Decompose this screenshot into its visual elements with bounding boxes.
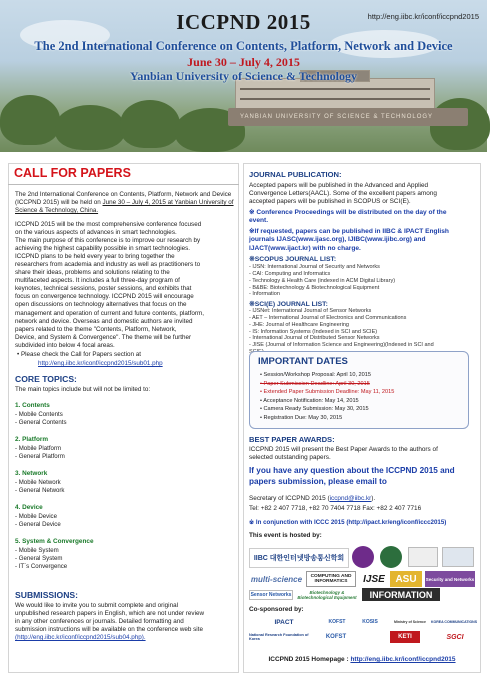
conjunction-note[interactable]: ※ In conjunction with ICCC 2015 (http://ipact.kr/eng/iconf/iccc2015)	[249, 519, 447, 526]
topic-heading: 4. Device	[15, 504, 43, 511]
description-line: achieving the highest capability possible in smart technologies.	[15, 245, 191, 253]
intro-text: The 2nd International Conference on Contents, Platform, Network and Device (ICCPND 2015) will be held on	[15, 191, 232, 207]
building-windows	[240, 98, 430, 100]
description-line: papers related to the theme "Contents, Platform, Network,	[15, 325, 177, 333]
kofst-logo-2-text: KOFST	[325, 634, 347, 640]
header-banner	[0, 0, 487, 152]
important-dates-heading: IMPORTANT DATES	[258, 356, 348, 367]
core-topics-heading: CORE TOPICS:	[15, 374, 77, 384]
tree-shape	[120, 100, 180, 148]
banner-url[interactable]: http://eng.iibc.kr/iconf/iccpnd2015	[367, 12, 479, 21]
submissions-line: We would like to invite you to submit complete and original	[15, 602, 178, 609]
important-date-item: • Paper Submission Deadline: April 30, 2015	[260, 380, 370, 387]
kofst-logo-2	[316, 631, 356, 643]
university-seal-logo	[352, 546, 374, 568]
information-journal-logo-text: INFORMATION	[369, 589, 433, 600]
sci-journal-item: - JHE: Journal of Healthcare Engineering	[249, 321, 349, 328]
topic-item: - Mobile Device	[15, 512, 57, 520]
kofst-logo-text: KOFST	[328, 619, 346, 625]
keti-logo-text: KETI	[398, 634, 412, 640]
sponsors-heading: Co-sponsored by:	[249, 606, 304, 613]
description-line: share their ideas, problems and solutions relating to the	[15, 269, 170, 277]
topic-item: - IT`s Convergence	[15, 562, 68, 570]
submissions-line: submission instructions will be available on the conference web site	[15, 626, 203, 634]
asu-logo	[390, 571, 422, 587]
description-line: open discussions on technology alternatives that focus on the	[15, 301, 187, 309]
description-paragraph	[15, 221, 237, 350]
ijse-logo	[360, 571, 388, 587]
submissions-link[interactable]: (http://eng.iibc.kr/iconf/iccpnd2015/sub04.php).	[15, 634, 146, 641]
footer	[243, 656, 481, 663]
scopus-journal-item: - Information	[249, 291, 280, 298]
scopus-heading: ※SCOPUS JOURNAL LIST:	[249, 256, 337, 263]
ipact-logo-text: IPACT	[274, 618, 294, 626]
topic-item: - General Device	[15, 520, 61, 528]
ipact-logo	[249, 617, 319, 627]
journal-cover-logo-2	[442, 547, 474, 567]
tree-shape	[55, 105, 125, 150]
sgci-logo	[440, 631, 470, 643]
journal-line: accepted papers will be published in SCOPUS or SCI(E).	[249, 198, 411, 206]
topic-heading: 1. Contents	[15, 402, 50, 409]
topic-item: - General Network	[15, 486, 65, 494]
english-journals-line: journals IJASC(www.ijasc.org), IJIBC(www.ijibc.org) and	[249, 236, 426, 244]
description-line: Device, and System & Convergence". The theme will be further	[15, 333, 192, 341]
english-journals-note	[249, 228, 477, 253]
topic-item: - Mobile Platform	[15, 444, 62, 452]
intro-date-venue: June 30 – July 4, 2015 at Yanbian University of Science & Technology, China.	[15, 199, 234, 215]
description-line: multifaceted aspects. It includes a full three-day program of	[15, 277, 180, 285]
secretary-line	[249, 495, 375, 503]
sci-journal-list	[249, 308, 475, 356]
secretary-close: ).	[371, 495, 376, 502]
important-dates-box	[249, 351, 469, 429]
cai-journal-logo-text: COMPUTING AND INFORMATICS	[310, 574, 352, 584]
bbe-journal-logo-text: Biotechnology & Biotechnological Equipment	[297, 590, 357, 600]
description-line: management and operation of current and future contents, platform,	[15, 309, 205, 317]
description-line: focus on convergence technology. ICCPND 2015 will encourage	[15, 293, 194, 301]
topic-item: - Mobile Network	[15, 478, 61, 486]
sensor-networks-logo	[249, 590, 293, 600]
multi-science-logo-text: multi-science	[250, 574, 303, 584]
information-journal-logo	[362, 588, 440, 601]
nrf-logo	[249, 631, 311, 643]
topic-item: - General Platform	[15, 452, 65, 460]
proceedings-line: ※ Conference Proceedings will be distributed on the day of the	[249, 209, 447, 216]
important-date-item: • Session/Workshop Proposal: April 10, 2015	[260, 372, 371, 378]
contact-phones: Tel: +82 2 407 7718, +82 70 7404 7718 Fax: +82 2 407 7716	[249, 505, 422, 512]
secretary-email-link[interactable]: iccpnd@iibc.kr	[329, 495, 372, 502]
check-note: • Please check the Call for Papers section at	[17, 351, 142, 358]
english-journals-line: ※If requested, papers can be published in IIBC & IPACT English	[249, 228, 449, 235]
submissions-line: in any other conferences or journals. Detailed formatting and	[15, 618, 184, 626]
important-date-item: • Camera Ready Submission: May 30, 2015	[260, 406, 369, 413]
sci-journal-item: - IS: Information Systems (Indexed in SCI and SCIE)	[249, 328, 378, 335]
sci-journal-item: - IJSNet: International Journal of Sensor Networks	[249, 308, 372, 314]
kosis-logo-text: KOSIS	[362, 619, 378, 625]
iibc-logo	[249, 548, 349, 568]
description-line: researchers from academia and industry as well as practitioners to	[15, 261, 201, 269]
footer-label: ICCPND 2015 Homepage :	[268, 656, 351, 663]
description-line: keynotes, technical sessions, poster sessions, and exhibits that	[15, 285, 192, 293]
secretary-label: Secretary of ICCPND 2015 (	[249, 495, 330, 502]
submissions-heading: SUBMISSIONS:	[15, 590, 79, 600]
intro-paragraph	[15, 191, 235, 215]
description-line: The main purpose of this conference is to improve our research by	[15, 237, 201, 245]
conference-venue: Yanbian University of Science & Technology	[129, 69, 357, 83]
sci-journal-item: - JISE (Journal of Information Science and Engineering)(Indexed in SCI and	[249, 342, 434, 349]
university-sign-text: YANBIAN UNIVERSITY OF SCIENCE & TECHNOLOGY	[240, 114, 434, 120]
call-for-papers-header	[8, 163, 239, 185]
bbe-journal-logo	[296, 588, 358, 602]
scopus-journal-item: - IJSN: International Journal of Security and Networks	[249, 264, 380, 270]
scopus-journal-item: - Technology & Health Care (indexed in ACM Digital Library)	[249, 277, 396, 284]
journal-line: Convergence Letters(AACL). Some of the excellent papers among	[249, 190, 437, 198]
proceedings-line: event.	[249, 217, 269, 225]
conference-subtitle: The 2nd International Conference on Contents, Platform, Network and Device	[34, 39, 453, 53]
sci-journal-item: - AET – International Journal of Electronics and Communications	[249, 314, 407, 321]
awards-line: ICCPND 2015 will present the Best Paper Awards to the authors of	[249, 446, 438, 453]
contact-question	[249, 466, 477, 487]
scopus-journal-list	[249, 264, 395, 298]
description-line: ICCPND 2015 will be the most comprehensive conference focused	[15, 221, 202, 228]
keti-logo	[390, 631, 420, 643]
topic-heading: 3. Network	[15, 470, 48, 477]
conference-title: ICCPND 2015	[176, 10, 311, 34]
english-journals-line: IJACT(www.ijact.kr) with no charge.	[249, 244, 361, 252]
ministry-logo	[390, 617, 430, 627]
contact-question-line: papers submission, please email to	[249, 476, 387, 486]
tree-shape	[0, 95, 60, 145]
awards-heading: BEST PAPER AWARDS:	[249, 435, 335, 444]
ministry-logo-text: Ministry of Science	[394, 620, 426, 624]
ijsn-logo	[425, 571, 475, 587]
description-line: network and device. Overseas and domestic authors are invited	[15, 317, 193, 325]
call-for-papers-title: CALL FOR PAPERS	[14, 166, 131, 180]
journal-paragraph	[249, 182, 477, 206]
important-date-item: • Registration Due: May 30, 2015	[260, 415, 343, 421]
awards-paragraph	[249, 446, 477, 462]
iibc-logo-text: IIBC 대한인터넷방송통신학회	[253, 555, 345, 562]
journal-cover-logo	[408, 547, 438, 567]
university-seal-logo-2	[380, 546, 402, 568]
building-windows	[240, 88, 430, 90]
sensor-networks-logo-text: Sensor Networks	[250, 592, 292, 598]
topic-item: - Mobile Contents	[15, 410, 63, 418]
conference-dates: June 30 – July 4, 2015	[187, 55, 300, 69]
description-line: ICCPND plans to be held every year to bring together the	[15, 253, 175, 261]
topic-item: - General System	[15, 554, 63, 562]
proceedings-note	[249, 209, 477, 226]
footer-homepage-link[interactable]: http://eng.iibc.kr/iconf/iccpnd2015	[350, 656, 456, 663]
important-date-item: • Acceptance Notification: May 14, 2015	[260, 397, 359, 404]
cai-journal-logo	[306, 571, 356, 587]
kosis-logo	[355, 617, 385, 627]
topic-heading: 2. Platform	[15, 436, 49, 443]
description-line: subdivided into below 4 focal areas.	[15, 341, 115, 349]
contact-question-line: If you have any question about the ICCPND 2015 and	[249, 466, 455, 475]
important-date-item: • Extended Paper Submission Deadline: May 11, 2015	[260, 389, 395, 396]
sci-heading: ※SCI(E) JOURNAL LIST:	[249, 301, 328, 308]
scopus-journal-item: - CAI: Computing and Informatics	[249, 270, 331, 277]
sci-journal-item: - International Journal of Distributed Sensor Networks	[249, 335, 380, 342]
topic-item: - General Contents	[15, 418, 67, 426]
multi-science-logo	[249, 572, 304, 586]
submissions-paragraph	[15, 602, 237, 634]
scopus-journal-item: - B&BE: Biotechnology & Biotechnological Equipment	[249, 284, 380, 291]
korea-communications-logo-text: KOREA COMMUNICATIONS	[430, 620, 478, 624]
description-line: on the various aspects of advances in smart technologies.	[15, 229, 177, 237]
topic-heading: 5. System & Convergence	[15, 538, 94, 545]
ijse-logo-text: IJSE	[363, 573, 385, 585]
asu-logo-text: ASU	[395, 573, 417, 585]
hosts-heading: This event is hosted by:	[249, 532, 322, 539]
submissions-line: unpublished research papers in English, which are not under review	[15, 610, 205, 618]
journal-heading: JOURNAL PUBLICATION:	[249, 170, 342, 179]
journal-line: Accepted papers will be published in the Advanced and Applied	[249, 182, 429, 189]
awards-line: selected outstanding papers.	[249, 454, 331, 462]
ijsn-logo-text: Security and Networks	[425, 576, 475, 582]
check-link[interactable]: http://eng.iibc.kr/iconf/iccpnd2015/sub01.php	[38, 360, 163, 367]
kofst-logo	[322, 617, 352, 627]
core-topics-intro: The main topics include but will not be limited to:	[15, 386, 151, 393]
sgci-logo-text: SGCI	[446, 633, 464, 641]
nrf-logo-text: National Research Foundation of Korea	[249, 633, 309, 641]
topic-item: - Mobile System	[15, 546, 59, 554]
korea-communications-logo	[430, 617, 478, 627]
